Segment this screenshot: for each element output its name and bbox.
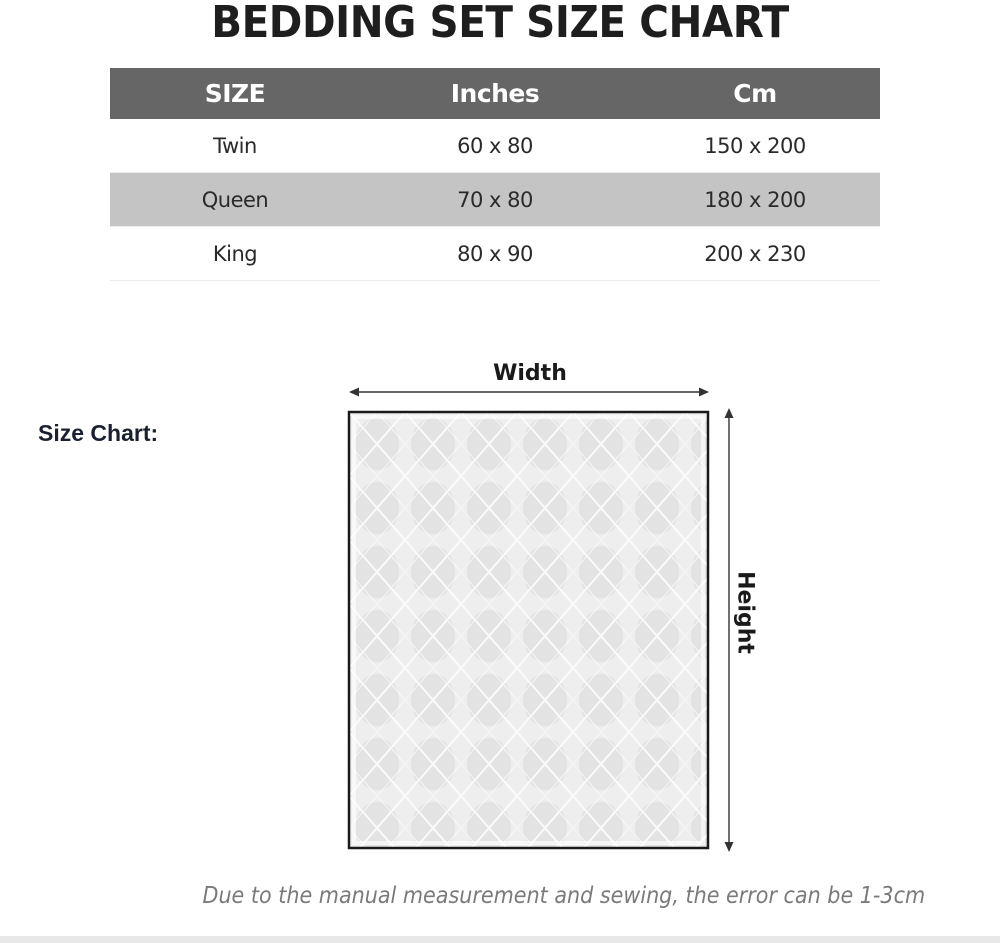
footnote: Due to the manual measurement and sewing, the error can be 1-3cm	[202, 883, 926, 909]
size-chart-label: Size Chart:	[38, 420, 159, 446]
table-cell-size: Twin	[110, 119, 360, 173]
table-cell-cm: 150 x 200	[630, 119, 880, 173]
column-header-size: SIZE	[110, 68, 360, 119]
page-title: BEDDING SET SIZE CHART	[211, 0, 789, 48]
width-arrow	[349, 388, 709, 397]
table-cell-size: Queen	[110, 173, 360, 227]
table-cell-inches: 60 x 80	[360, 119, 630, 173]
table-cell-size: King	[110, 227, 360, 281]
column-header-inches: Inches	[360, 68, 630, 119]
bottom-divider	[0, 936, 1000, 943]
width-label: Width	[493, 361, 567, 386]
table-cell-cm: 180 x 200	[630, 173, 880, 227]
table-cell-inches: 70 x 80	[360, 173, 630, 227]
table-cell-inches: 80 x 90	[360, 227, 630, 281]
quilt-shape	[349, 412, 708, 848]
table-cell-cm: 200 x 230	[630, 227, 880, 281]
column-header-cm: Cm	[630, 68, 880, 119]
height-label: Height	[732, 571, 758, 654]
